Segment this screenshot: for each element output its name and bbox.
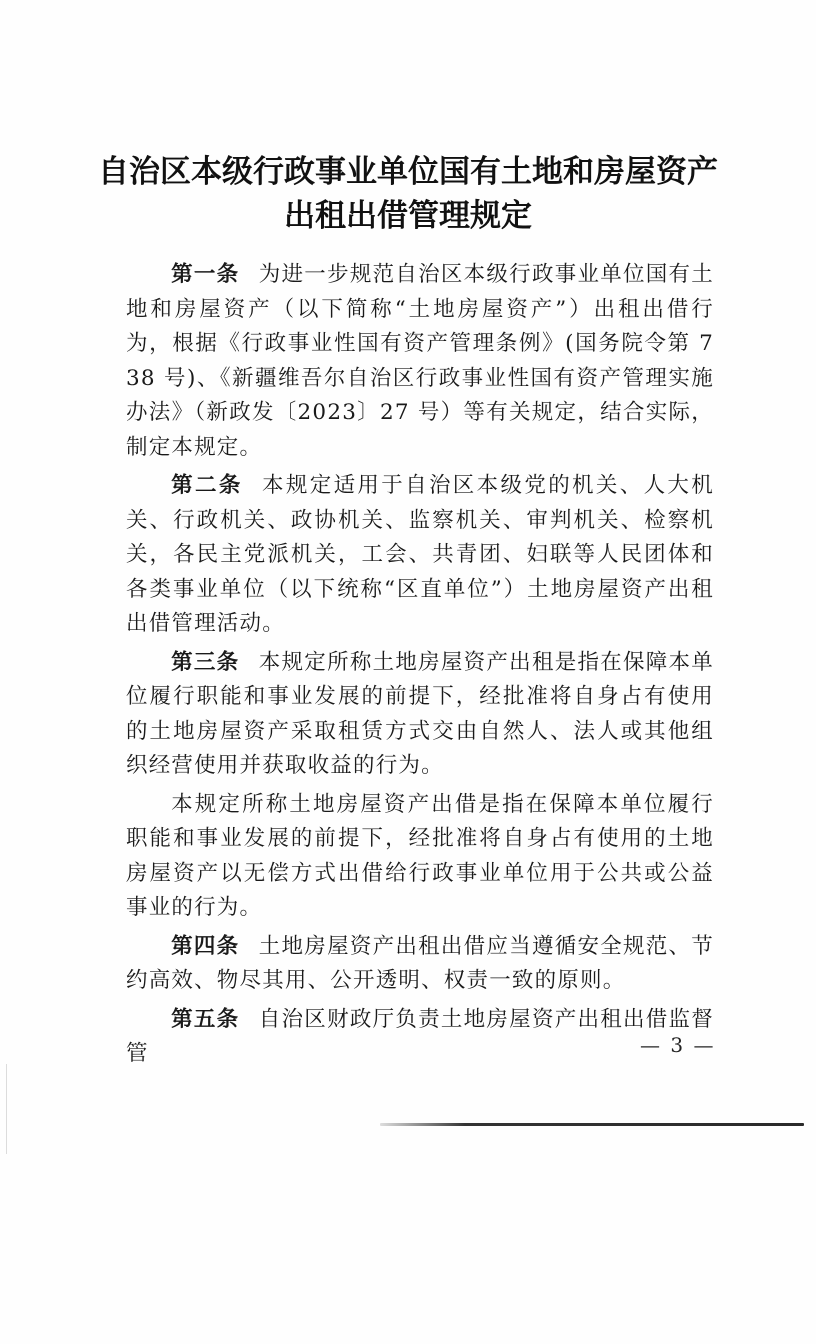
article-2-heading: 第二条 xyxy=(171,473,243,498)
article-5-paragraph xyxy=(126,1003,714,1072)
article-5-heading: 第五条 xyxy=(171,1006,240,1032)
article-1-paragraph xyxy=(126,258,714,465)
article-2-paragraph xyxy=(126,469,714,642)
document-title-line-2: 出租出借管理规定 xyxy=(284,198,532,234)
article-4-heading: 第四条 xyxy=(171,933,240,959)
page-number: — 3 — xyxy=(640,1033,716,1057)
article-3-heading: 第三条 xyxy=(171,649,240,675)
scan-edge-line xyxy=(380,1123,804,1126)
article-5-text: 自治区财政厅负责土地房屋资产出租出借监督管 xyxy=(126,1006,714,1066)
article-3-sub-text: 本规定所称土地房屋资产出借是指在保障本单位履行职能和事业发展的前提下，经批准将自身占有使用的土地房屋资产以无偿方式出借给行政事业单位用于公共或公益事业的行为。 xyxy=(126,791,714,920)
article-3-paragraph xyxy=(126,646,714,784)
article-1-heading: 第一条 xyxy=(171,262,240,287)
article-4-text: 土地房屋资产出租出借应当遵循安全规范、节约高效、物尽其用、公开透明、权责一致的原则。 xyxy=(126,933,714,993)
document-body xyxy=(126,258,714,1076)
document-title-line-1: 自治区本级行政事业单位国有土地和房屋资产 xyxy=(98,154,718,190)
article-2-text: 本规定适用于自治区本级党的机关、人大机关、行政机关、政协机关、监察机关、审判机关、检察机关，各民主党派机关，工会、共青团、妇联等人民团体和各类事业单位（以下统称“区直单位”）土地房屋资产出租出借管理活动。 xyxy=(126,473,714,636)
article-4-paragraph xyxy=(126,930,714,999)
article-3-text: 本规定所称土地房屋资产出租是指在保障本单位履行职能和事业发展的前提下，经批准将自身占有使用的土地房屋资产采取租赁方式交由自然人、法人或其他组织经营使用并获取收益的行为。 xyxy=(126,649,714,778)
scan-edge-mark xyxy=(6,1064,7,1154)
article-1-text: 为进一步规范自治区本级行政事业单位国有土地和房屋资产（以下简称“土地房屋资产”）出租出借行为，根据《行政事业性国有资产管理条例》(国务院令第 738 号)、《新疆维吾尔自治区行政事业性国有资产管理实施办法》（新政发〔2023〕27 号）等有关规定，结合实际，制定本规定。 xyxy=(126,262,714,460)
article-3-subparagraph xyxy=(126,788,714,926)
